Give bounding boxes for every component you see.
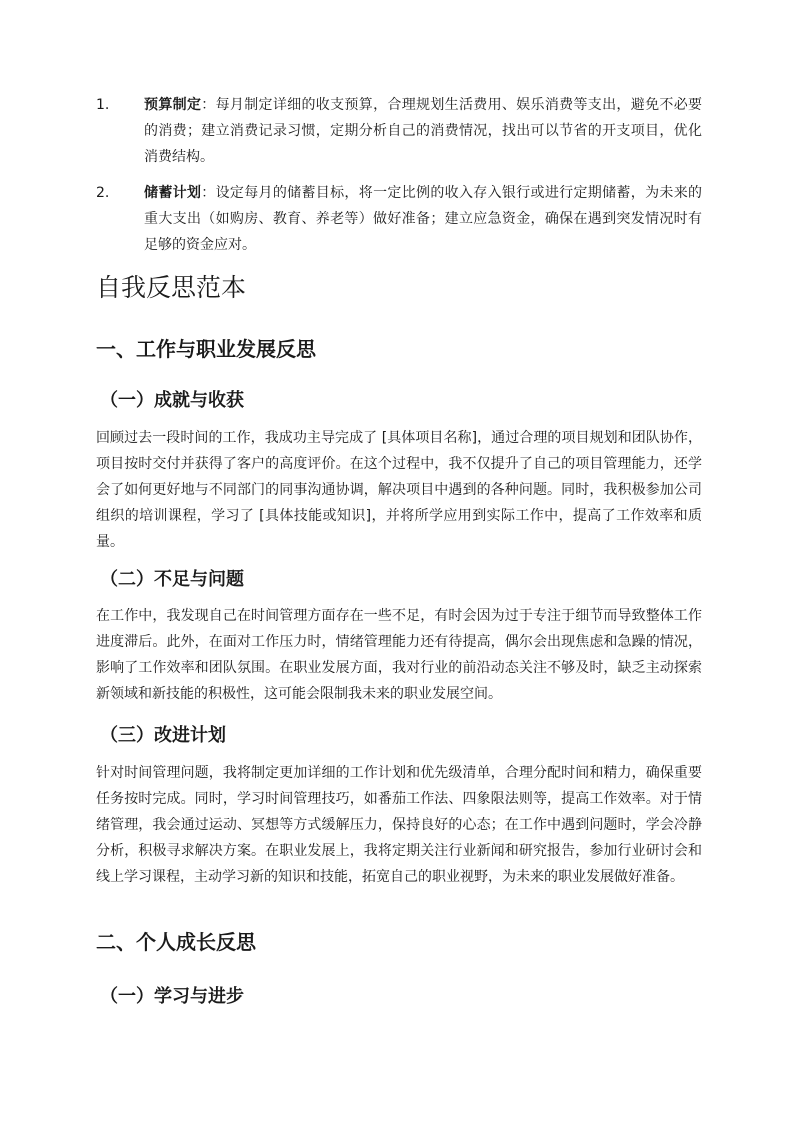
list-item-number: 2. xyxy=(96,185,110,201)
list-item-text: 设定每月的储蓄目标，将一定比例的收入存入银行或进行定期储蓄，为未来的重大支出（如购房、教育、养老等）做好准备；建立应急资金，确保在遇到突发情况时有足够的资金应对。 xyxy=(144,185,703,253)
list-item xyxy=(96,180,702,258)
paragraph-problems: 在工作中，我发现自己在时间管理方面存在一些不足，有时会因为过于专注于细节而导致整体工作进度滞后。此外，在面对工作压力时，情绪管理能力还有待提高，偶尔会出现焦虑和急躁的情况，影响了工作效率和团队氛围。在职业发展方面，我对行业的前沿动态关注不够及时，缺乏主动探索新领域和新技能的积极性，这可能会限制我未来的职业发展空间。 xyxy=(96,608,702,702)
list-item-term: 储蓄计划 xyxy=(144,185,202,201)
paragraph-plan: 针对时间管理问题，我将制定更加详细的工作计划和优先级清单，合理分配时间和精力，确保重要任务按时完成。同时，学习时间管理技巧，如番茄工作法、四象限法则等，提高工作效率。对于情绪管理，我会通过运动、冥想等方式缓解压力，保持良好的心态；在工作中遇到问题时，学会冷静分析，积极寻求解决方案。在职业发展上，我将定期关注行业新闻和研究报告，参加行业研讨会和线上学习课程，主动学习新的知识和技能，拓宽自己的职业视野，为未来的职业发展做好准备。 xyxy=(96,765,702,885)
subsection-heading-learning: （一）学习与进步 xyxy=(100,986,244,1007)
document-title: 自我反思范本 xyxy=(96,273,247,302)
list-item-term: 预算制定 xyxy=(144,97,202,113)
paragraph-achievements: 回顾过去一段时间的工作，我成功主导完成了 [具体项目名称]，通过合理的项目规划和团队协作，项目按时交付并获得了客户的高度评价。在这个过程中，我不仅提升了自己的项目管理能力，还学会了如何更好地与不同部门的同事沟通协调，解决项目中遇到的各种问题。同时，我积极参加公司组织的培训课程，学习了 [具体技能或知识]，并将所学应用到实际工作中，提高了工作效率和质量。 xyxy=(96,430,702,550)
subsection-heading-problems: （二）不足与问题 xyxy=(100,569,244,590)
numbered-list xyxy=(96,92,702,258)
section-heading-growth: 二、个人成长反思 xyxy=(96,930,256,954)
subsection-heading-plan: （三）改进计划 xyxy=(100,725,226,746)
subsection-heading-achievements: （一）成就与收获 xyxy=(100,390,244,411)
list-item-number: 1. xyxy=(96,97,110,113)
list-item-separator: ： xyxy=(201,185,216,201)
section-heading-work: 一、工作与职业发展反思 xyxy=(96,337,316,361)
list-item-text: 每月制定详细的收支预算，合理规划生活费用、娱乐消费等支出，避免不必要的消费；建立消费记录习惯，定期分析自己的消费情况，找出可以节省的开支项目，优化消费结构。 xyxy=(144,97,703,165)
list-item xyxy=(96,92,702,170)
list-item-separator: ： xyxy=(201,97,216,113)
